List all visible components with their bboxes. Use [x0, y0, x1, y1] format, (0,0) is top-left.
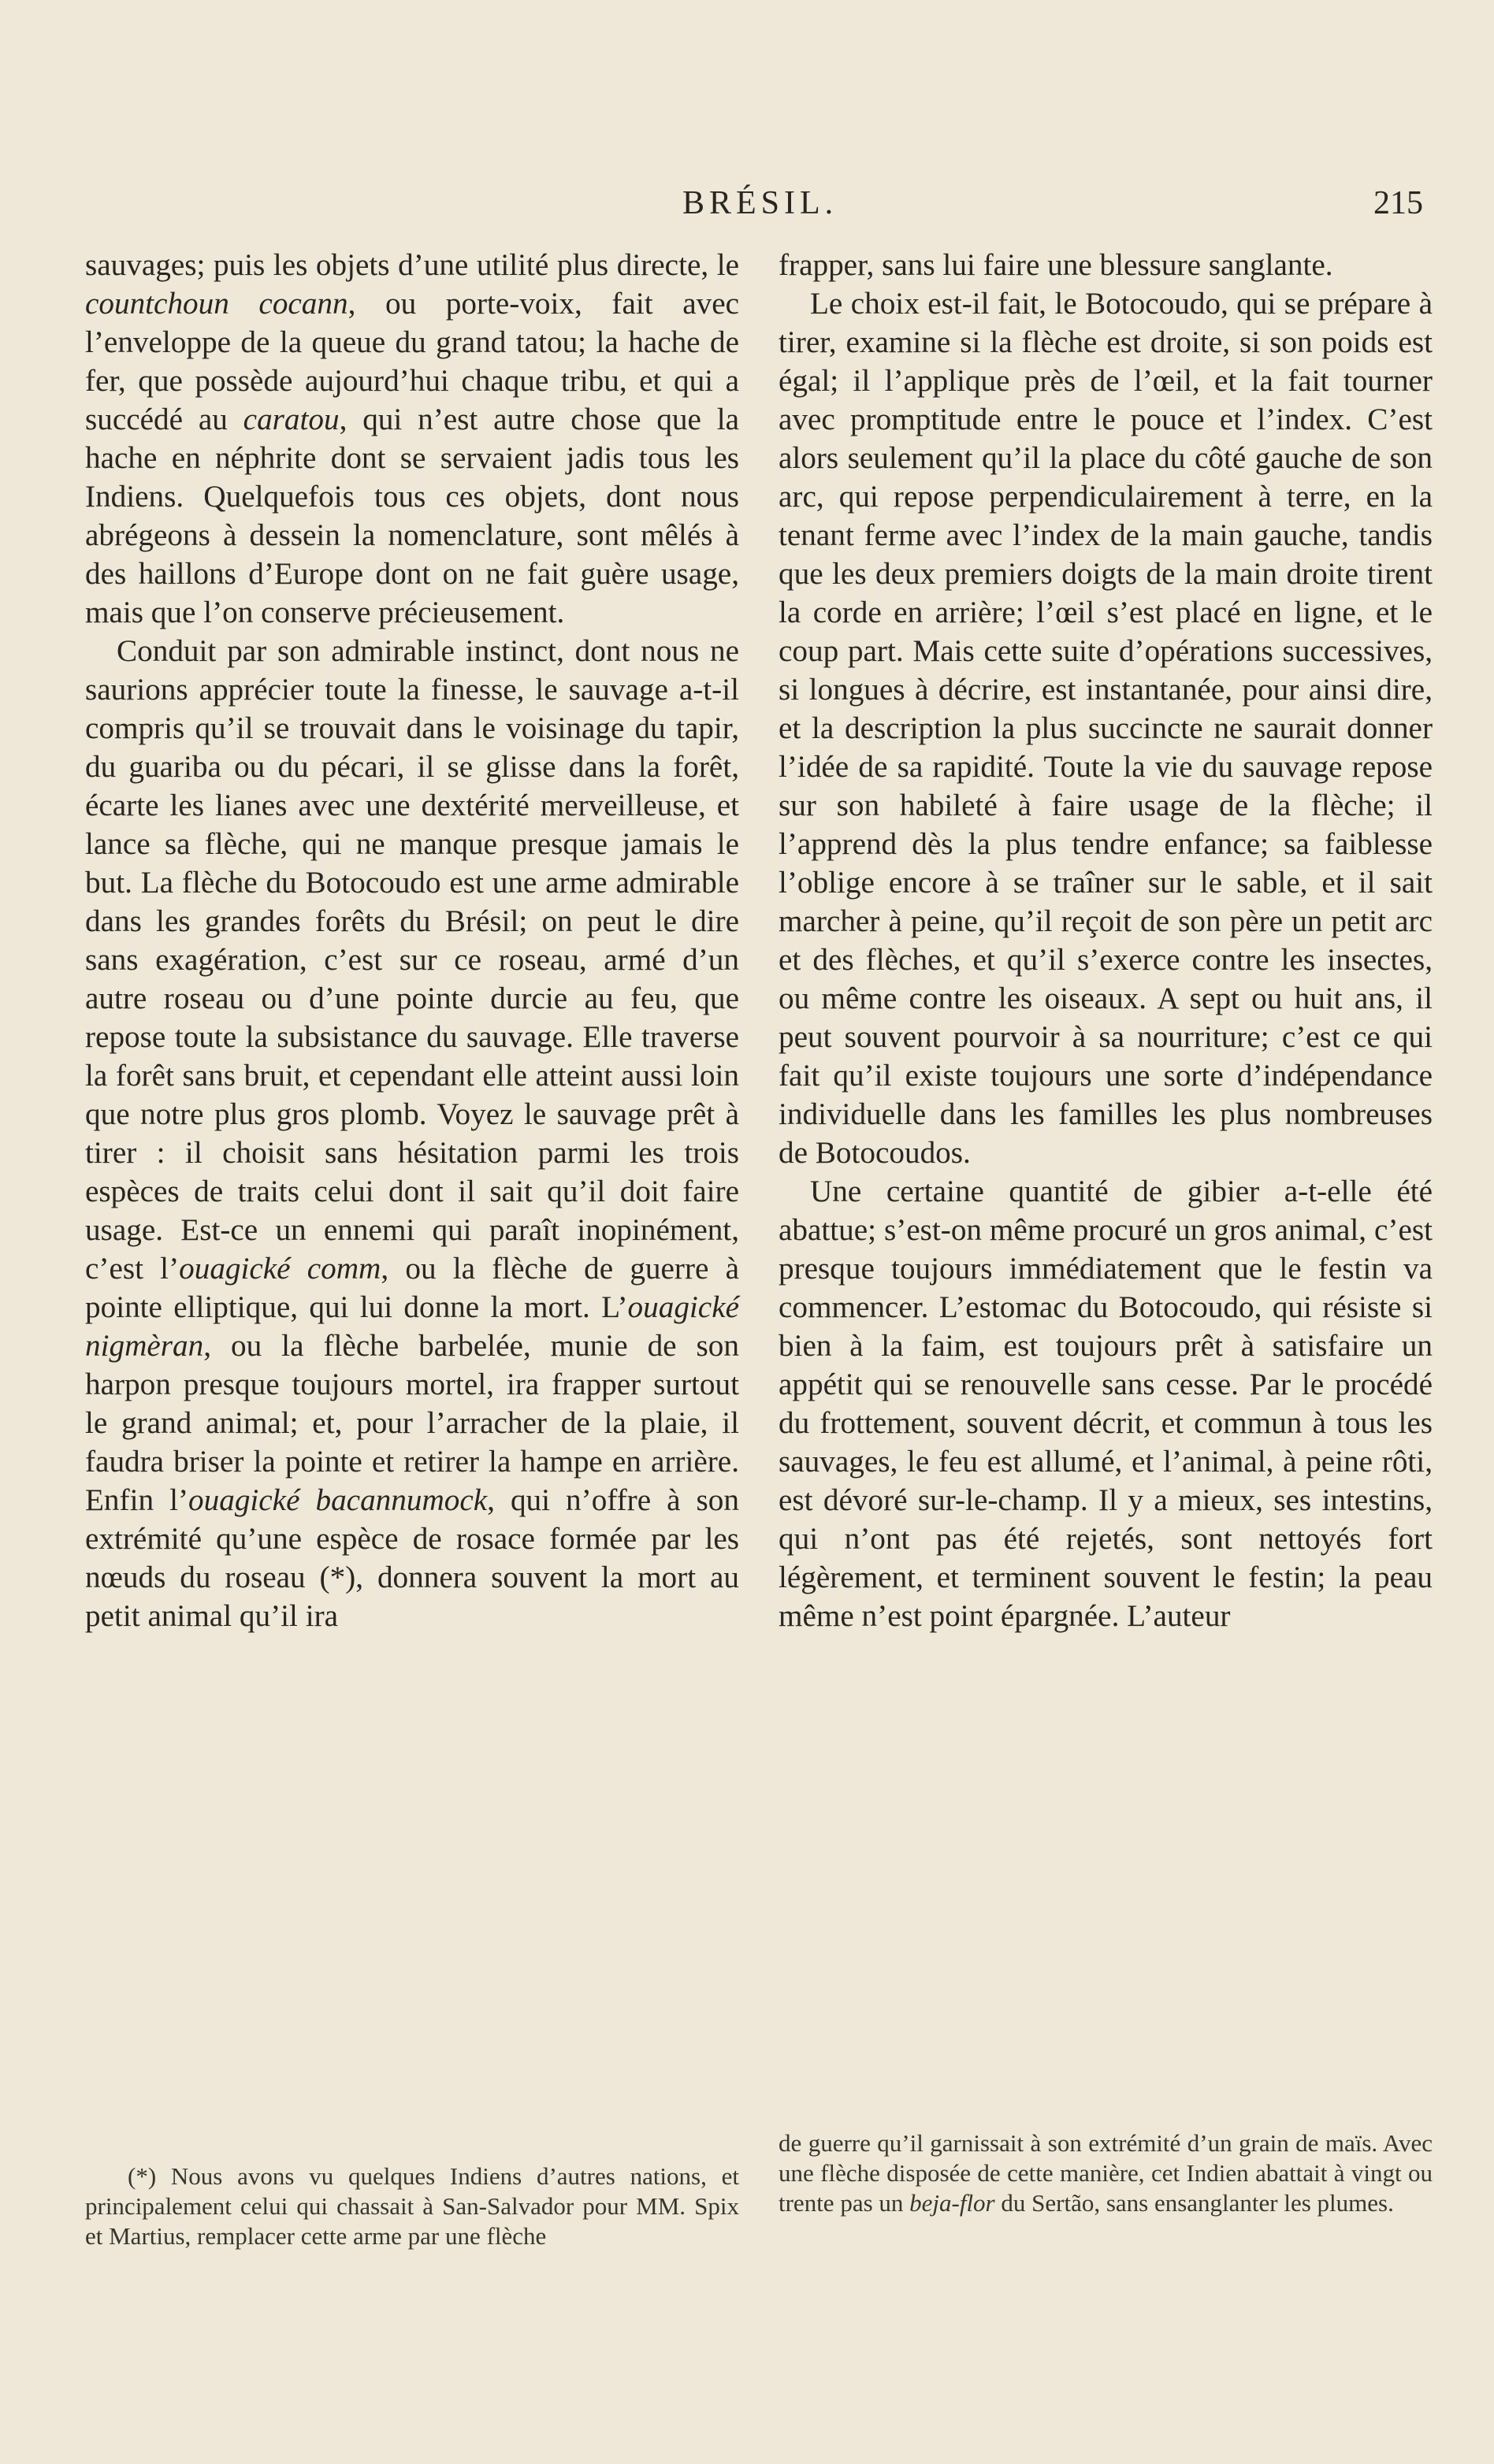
running-title: BRÉSIL.	[682, 185, 838, 221]
text-segment: de guerre qu’il garnissait à son extrémité d’un grain de maïs. Avec une flèche disposée de cette manière, cet Indien abattait à vingt ou trente pas un	[779, 2129, 1433, 2217]
right-paragraph-2	[779, 284, 1433, 1172]
text-segment: (*) Nous avons vu quelques Indiens d’autres nations, et principalement celui qui chassait à San-Salvador pour MM. Spix et Martius, remplacer cette arme par une flèche	[85, 2162, 739, 2250]
page-number: 215	[1373, 185, 1423, 221]
italic-term: caratou	[243, 403, 340, 436]
italic-term: ouagické comm	[179, 1252, 381, 1286]
footnote-left	[85, 2162, 739, 2251]
footnote-text	[85, 2162, 739, 2251]
text-segment: , ou la flèche barbelée, munie de son harpon presque toujours mortel, ira frapper surtout le grand animal; et, pour l’arracher de la plaie, il faudra briser la pointe et retirer la hampe en arrière. Enfin l’	[85, 1329, 739, 1517]
italic-term: ouagické bacannumock	[188, 1483, 488, 1517]
text-segment: sauvages; puis les objets d’une utilité plus directe, le	[85, 248, 739, 282]
text-segment: , qui n’est autre chose que la hache en néphrite dont se servaient jadis tous les Indiens. Quelquefois tous ces objets, dont nous abrégeons à dessein la nomenclature, sont mêlés à des haillons d’Europe dont on ne fait guère usage, mais que l’on conserve précieusement.	[85, 403, 740, 629]
page-header	[0, 180, 1494, 227]
left-column	[85, 246, 739, 1635]
text-segment: , ou la flèche de guerre à pointe elliptique, qui lui donne la mort. L’	[85, 1252, 739, 1324]
footnote-right	[779, 2128, 1433, 2218]
text-segment: Le choix est-il fait, le Botocoudo, qui se prépare à tirer, examine si la flèche est droite, si son poids est égal; il l’applique près de l’œil, et la fait tourner avec promptitude entre le pouce et l’index. C’est alors seulement qu’il la place du côté gauche de son arc, qui repose perpendiculairement à terre, en la tenant ferme avec l’index de la main gauche, tandis que les deux premiers doigts de la main droite tirent la corde en arrière; l’œil s’est placé en ligne, et le coup part. Mais cette suite d’opérations successives, si longues à décrire, est instantanée, pour ainsi dire, et la description la plus succincte ne saurait donner l’idée de sa rapidité. Toute la vie du sauvage repose sur son habileté à faire usage de la flèche; il l’apprend dès la plus tendre enfance; sa faiblesse l’oblige encore à se traîner sur le sable, et il sait marcher à peine, qu’il reçoit de son père un petit arc et des flèches, et qu’il s’exerce contre les insectes, ou même contre les oiseaux. A sept ou huit ans, il peut souvent pourvoir à sa nourriture; c’est ce qui fait qu’il existe toujours une sorte d’indépendance individuelle dans les familles les plus nombreuses de Botocoudos.	[779, 287, 1433, 1170]
left-paragraph-1	[85, 246, 739, 632]
text-segment: Conduit par son admirable instinct, dont nous ne saurions apprécier toute la finesse, le sauvage a-t-il compris qu’il se trouvait dans le voisinage du tapir, du guariba ou du pécari, il se glisse dans la forêt, écarte les lianes avec une dextérité merveilleuse, et lance sa flèche, qui ne manque presque jamais le but. La flèche du Botocoudo est une arme admirable dans les grandes forêts du Brésil; on peut le dire sans exagération, c’est sur ce roseau, armé d’un autre roseau ou d’une pointe durcie au feu, que repose toute la subsistance du sauvage. Elle traverse la forêt sans bruit, et cependant elle atteint aussi loin que notre plus gros plomb. Voyez le sauvage prêt à tirer : il choisit sans hésitation parmi les trois espèces de traits celui dont il sait qu’il doit faire usage. Est-ce un ennemi qui paraît inopinément, c’est l’	[85, 634, 739, 1286]
right-paragraph-3	[779, 1172, 1433, 1635]
left-paragraph-2	[85, 632, 739, 1635]
text-segment: du Sertão, sans ensanglanter les plumes.	[994, 2189, 1394, 2217]
text-segment: Une certaine quantité de gibier a-t-elle été abattue; s’est-on même procuré un gros animal, c’est presque toujours immédiatement que le festin va commencer. L’estomac du Botocoudo, qui résiste si bien à la faim, est toujours prêt à satisfaire un appétit qui se renouvelle sans cesse. Par le procédé du frottement, souvent décrit, et commun à tous les sauvages, le feu est allumé, et l’animal, à peine rôti, est dévoré sur-le-champ. Il y a mieux, ses intestins, qui n’ont pas été rejetés, sont nettoyés fort légèrement, et terminent souvent le festin; la peau même n’est point épargnée. L’auteur	[779, 1174, 1433, 1633]
text-segment: , qui n’offre à son extrémité qu’une espèce de rosace formée par les nœuds du roseau (*), donnera souvent la mort au petit animal qu’il ira	[85, 1483, 739, 1633]
italic-term: countchoun cocann	[85, 287, 348, 321]
text-segment: frapper, sans lui faire une blessure sanglante.	[779, 248, 1333, 282]
italic-term: ouagické nigmèran	[85, 1290, 739, 1363]
right-column	[779, 246, 1433, 1635]
footnote-text	[779, 2128, 1433, 2218]
text-segment: , ou porte-voix, fait avec l’enveloppe de la queue du grand tatou; la hache de fer, que possède aujourd’hui chaque tribu, et qui a succédé au	[85, 287, 739, 436]
right-paragraph-1	[779, 246, 1433, 284]
italic-term: beja-flor	[909, 2189, 995, 2217]
